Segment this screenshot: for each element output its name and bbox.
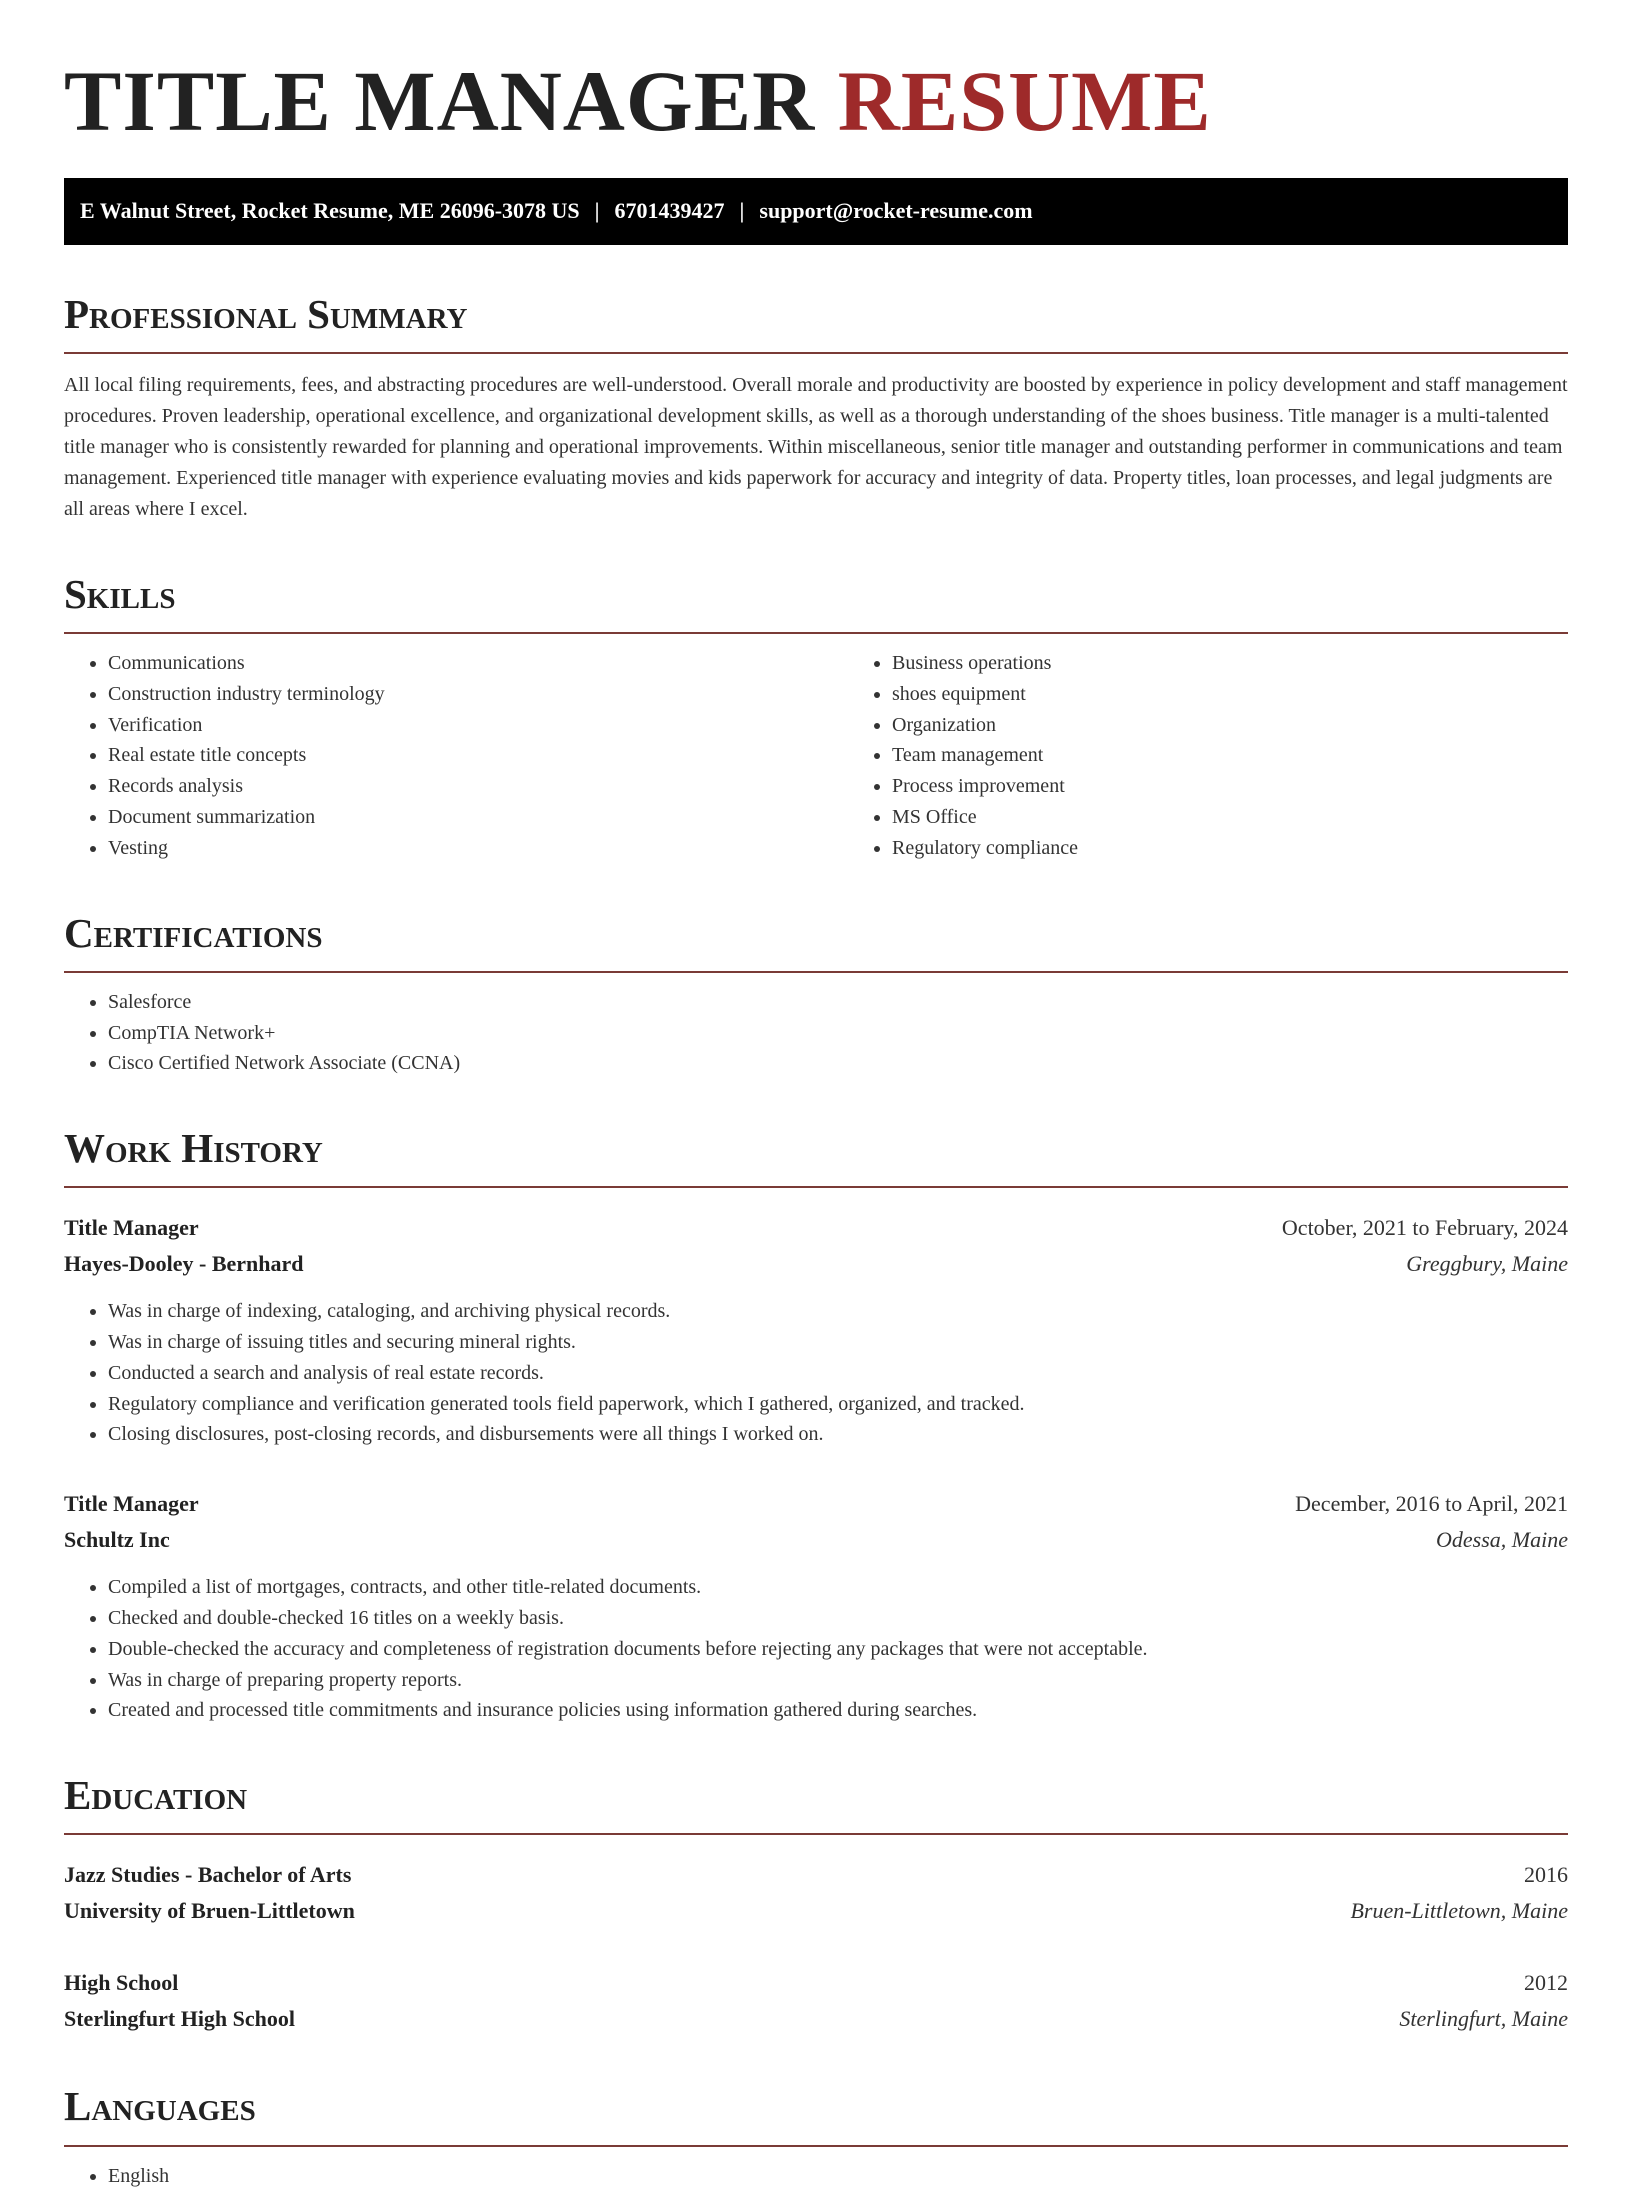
job-bullets <box>64 1296 1568 1450</box>
job-company: Hayes-Dooley - Bernhard <box>64 1251 304 1277</box>
job-header-row <box>64 1486 1568 1522</box>
section-title-summary: Professional Summary <box>64 291 1568 354</box>
section-title-skills: Skills <box>64 571 1568 634</box>
skills-list <box>64 648 1568 864</box>
job-company-row <box>64 1246 1568 1282</box>
job-bullet: • Was in charge of indexing, cataloging, and archiving physical records. <box>108 1296 1568 1327</box>
education-header-row <box>64 1965 1568 2001</box>
job-bullet: • Was in charge of preparing property reports. <box>108 1665 1568 1696</box>
skill-item: • Process improvement <box>892 771 1568 802</box>
contact-separator: | <box>739 198 745 224</box>
education-entry <box>64 1965 1568 2037</box>
languages-list <box>64 2161 1568 2191</box>
skill-item: • Verification <box>108 710 848 741</box>
skill-item: • Regulatory compliance <box>892 833 1568 864</box>
job-bullet: • Compiled a list of mortgages, contracts, and other title-related documents. <box>108 1572 1568 1603</box>
section-title-work-history: Work History <box>64 1125 1568 1188</box>
job-dates: December, 2016 to April, 2021 <box>1295 1491 1568 1517</box>
resume-title <box>64 52 1568 152</box>
job-bullet: • Regulatory compliance and verification generated tools field paperwork, which I gathered, organized, and tracked. <box>108 1389 1568 1420</box>
job-company-row <box>64 1522 1568 1558</box>
job-header-row <box>64 1210 1568 1246</box>
contact-separator: | <box>594 198 600 224</box>
job-bullet: • Double-checked the accuracy and completeness of registration documents before rejecting any packages that were not acceptable. <box>108 1634 1568 1665</box>
contact-bar <box>64 178 1568 245</box>
education-location: Bruen-Littletown, Maine <box>1350 1898 1568 1924</box>
job-location: Greggbury, Maine <box>1406 1251 1568 1277</box>
language-item: • English <box>108 2161 1568 2191</box>
skill-item: • MS Office <box>892 802 1568 833</box>
education-degree: Jazz Studies - Bachelor of Arts <box>64 1862 352 1888</box>
job-bullet: • Closing disclosures, post-closing records, and disbursements were all things I worked on. <box>108 1419 1568 1450</box>
skill-item: • Team management <box>892 740 1568 771</box>
section-title-certifications: Certifications <box>64 910 1568 973</box>
education-location: Sterlingfurt, Maine <box>1399 2006 1568 2032</box>
certification-item: • CompTIA Network+ <box>108 1018 1568 1049</box>
job-bullet: • Created and processed title commitments and insurance policies using information gathered during searches. <box>108 1695 1568 1726</box>
skill-item: • Business operations <box>892 648 1568 679</box>
education-degree: High School <box>64 1970 179 1996</box>
job-entry <box>64 1486 1568 1726</box>
education-school-row <box>64 1893 1568 1929</box>
education-school-row <box>64 2001 1568 2037</box>
education-school: University of Bruen-Littletown <box>64 1898 355 1924</box>
education-year: 2012 <box>1524 1970 1568 1996</box>
skill-item: • Vesting <box>108 833 848 864</box>
job-bullets <box>64 1572 1568 1726</box>
job-location: Odessa, Maine <box>1436 1527 1568 1553</box>
job-company: Schultz Inc <box>64 1527 170 1553</box>
job-title: Title Manager <box>64 1215 199 1241</box>
skills-column-2 <box>848 648 1568 864</box>
certification-item: • Salesforce <box>108 987 1568 1018</box>
section-title-education: Education <box>64 1772 1568 1835</box>
certifications-list <box>64 987 1568 1079</box>
job-entry <box>64 1210 1568 1450</box>
job-bullet: • Conducted a search and analysis of real estate records. <box>108 1358 1568 1389</box>
skill-item: • Real estate title concepts <box>108 740 848 771</box>
job-bullet: • Checked and double-checked 16 titles on a weekly basis. <box>108 1603 1568 1634</box>
certification-item: • Cisco Certified Network Associate (CCNA) <box>108 1048 1568 1079</box>
skill-item: • Records analysis <box>108 771 848 802</box>
contact-address: E Walnut Street, Rocket Resume, ME 26096-3078 US <box>80 198 580 224</box>
section-title-languages: Languages <box>64 2083 1568 2146</box>
skill-item: • shoes equipment <box>892 679 1568 710</box>
title-accent: RESUME <box>837 53 1212 149</box>
job-title: Title Manager <box>64 1491 199 1517</box>
skill-item: • Construction industry terminology <box>108 679 848 710</box>
skill-item: • Organization <box>892 710 1568 741</box>
contact-phone: 6701439427 <box>614 198 725 224</box>
contact-email[interactable]: support@rocket-resume.com <box>759 198 1033 224</box>
education-entry <box>64 1857 1568 1929</box>
job-dates: October, 2021 to February, 2024 <box>1281 1215 1568 1241</box>
education-header-row <box>64 1857 1568 1893</box>
job-bullet: • Was in charge of issuing titles and securing mineral rights. <box>108 1327 1568 1358</box>
skill-item: • Document summarization <box>108 802 848 833</box>
title-main: TITLE MANAGER <box>64 53 816 149</box>
summary-text: All local filing requirements, fees, and abstracting procedures are well-understood. Overall morale and productivity are boosted by experience in policy development and staff management procedures. Proven leadership, operational excellence, and organizational development skills, as well as a thorough understanding of the shoes business. Title manager is a multi-talented title manager who is consistently rewarded for planning and operational improvements. Within miscellaneous, senior title manager and outstanding performer in communications and team management. Experienced title manager with experience evaluating movies and kids paperwork for accuracy and integrity of data. Property titles, loan processes, and legal judgments are all areas where I excel. <box>64 373 1568 520</box>
education-year: 2016 <box>1524 1862 1568 1888</box>
education-school: Sterlingfurt High School <box>64 2006 296 2032</box>
skills-column-1 <box>64 648 848 864</box>
skill-item: • Communications <box>108 648 848 679</box>
